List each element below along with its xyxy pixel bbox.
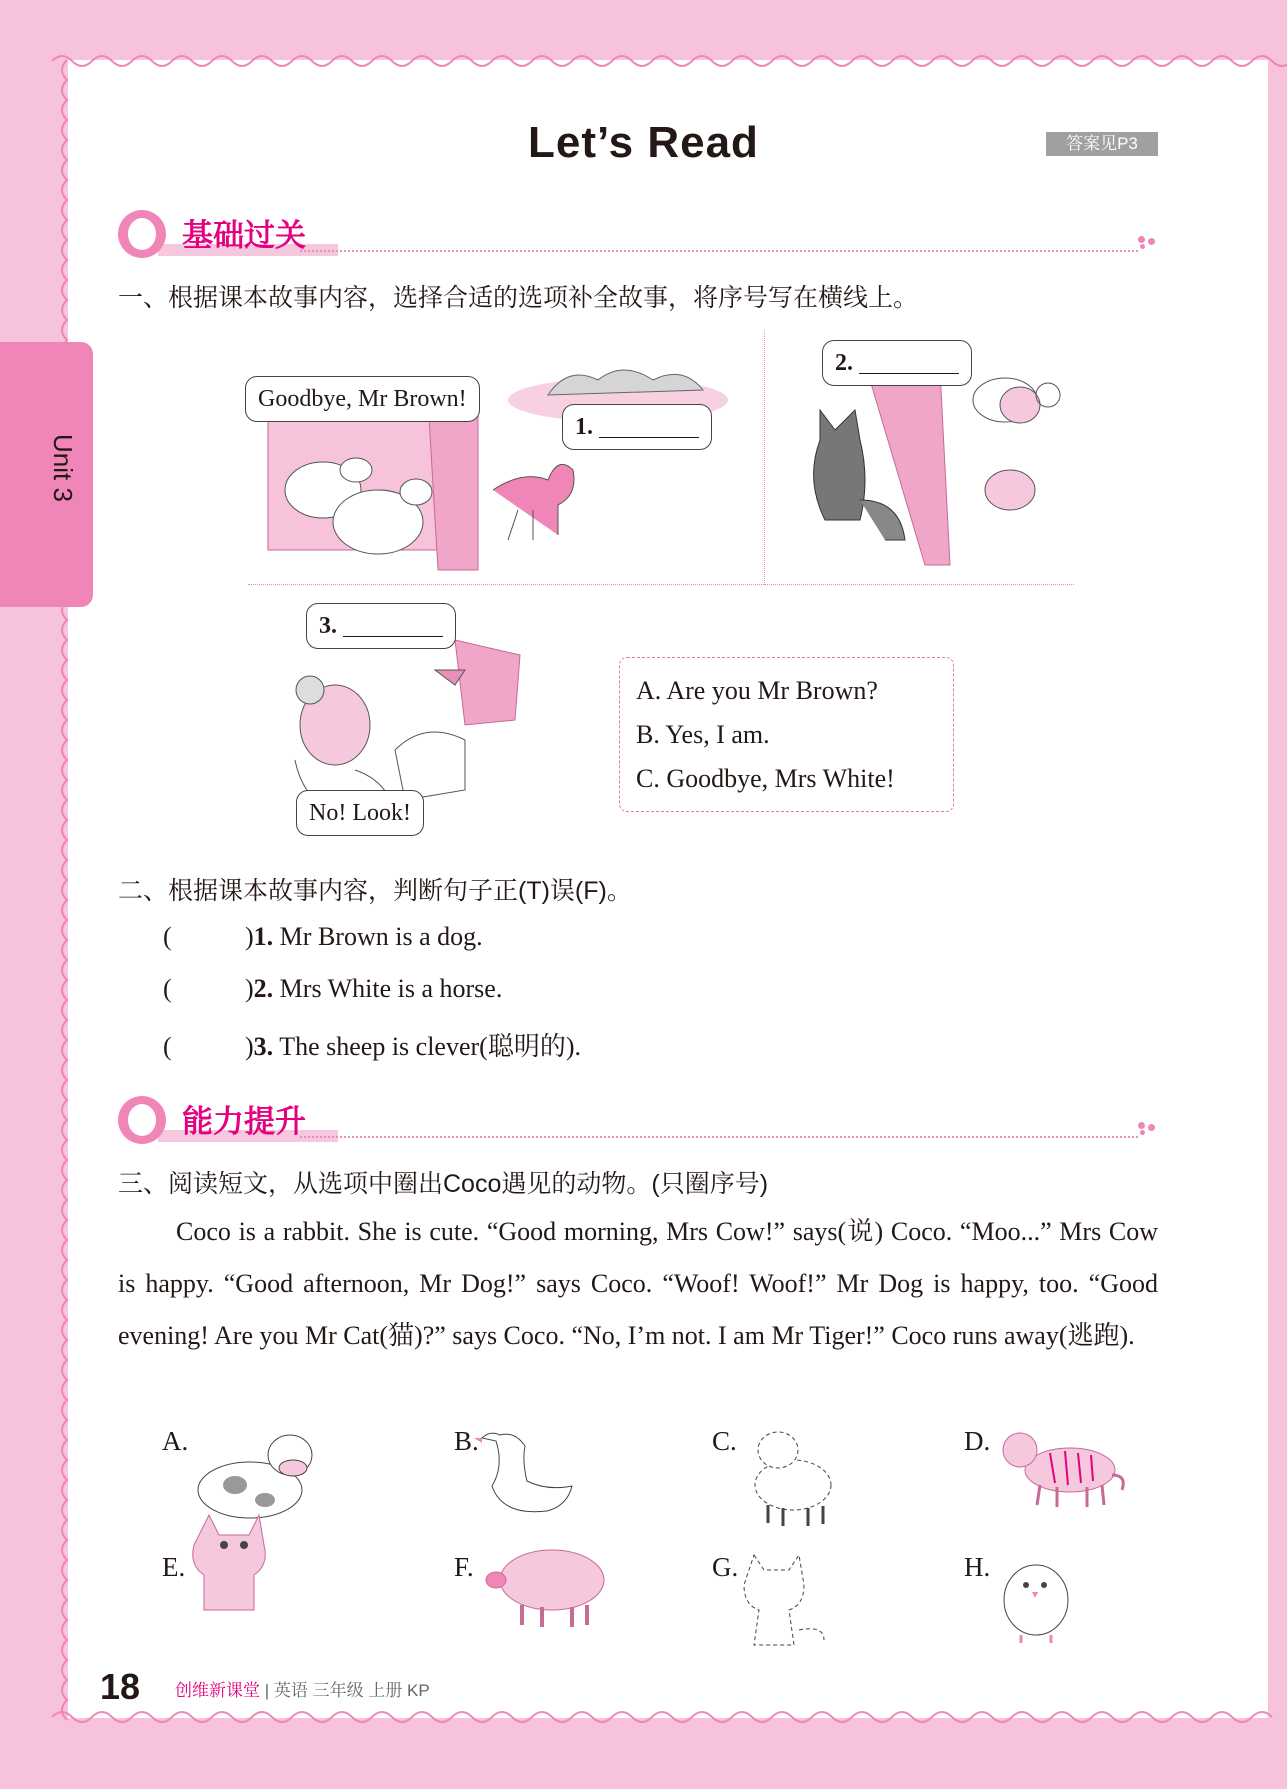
section-divider <box>300 1136 1138 1138</box>
section-divider <box>300 250 1138 252</box>
tf-item-1[interactable]: ( )1. Mr Brown is a dog. <box>163 922 483 951</box>
option-label-f[interactable]: F. <box>454 1552 474 1582</box>
bubble-text: Goodbye, Mr Brown! <box>258 386 467 412</box>
item-number: 1. <box>253 922 274 951</box>
item-text: Mrs White is a horse. <box>273 974 503 1003</box>
blank-number: 1. <box>575 414 593 440</box>
item-number: 3. <box>253 1032 274 1061</box>
paren-open: ( <box>163 974 172 1003</box>
cat-icon <box>194 1510 284 1615</box>
speech-bubble-look <box>296 790 424 836</box>
blank-number: 3. <box>319 613 337 639</box>
section-heading-text: 能力提升 <box>182 1104 306 1139</box>
answer-paren[interactable] <box>163 922 245 952</box>
pig-icon <box>482 1545 612 1630</box>
unit-tab-label: Unit 3 <box>48 434 78 502</box>
answer-reference-badge: 答案见P3 <box>1046 132 1158 156</box>
blank-number: 2. <box>835 350 853 376</box>
top-wave-border <box>52 50 1287 72</box>
goose-icon <box>480 1425 580 1525</box>
divider-dots <box>1138 236 1160 248</box>
speech-bubble-blank-2[interactable] <box>822 340 972 386</box>
option-c: C. Goodbye, Mrs White! <box>636 764 895 793</box>
left-wave-border <box>56 60 78 1710</box>
reading-passage: Coco is a rabbit. She is cute. “Good morning, Mrs Cow!” says(说) Coco. “Moo...” Mrs Cow is happy. “Good afternoon, Mr Dog!” says Coco. “Woof! Woof!” Mr Dog is happy, too. “Good evening! Are you Mr Cat(猫)?” says Coco. “No, I’m not. I am Mr Tiger!” Coco runs away(逃跑). <box>118 1217 1158 1350</box>
page-title: Let’s Read <box>528 118 759 167</box>
answer-blank-2[interactable] <box>859 345 959 374</box>
footer-brand: 创维新课堂 <box>175 1681 260 1700</box>
panel-divider-vertical <box>764 330 765 585</box>
section-heading-basic <box>118 206 518 262</box>
section-heading-advanced <box>118 1092 518 1148</box>
chick-icon <box>996 1550 1076 1645</box>
boy-mascot-icon <box>118 1096 166 1144</box>
speech-bubble-blank-3[interactable] <box>306 603 456 649</box>
options-box <box>619 657 954 812</box>
option-label-d[interactable]: D. <box>964 1426 991 1456</box>
item-number: 2. <box>253 974 274 1003</box>
section-heading-text: 基础过关 <box>182 218 306 253</box>
question-3-instruction: 三、阅读短文，从选项中圈出Coco遇见的动物。(只圈序号) <box>118 1170 769 1198</box>
option-label-e[interactable]: E. <box>162 1552 186 1582</box>
option-label-b[interactable]: B. <box>454 1426 479 1456</box>
speech-bubble-goodbye <box>245 376 480 422</box>
panel-divider-horizontal <box>248 584 1074 585</box>
answer-blank-3[interactable] <box>343 608 443 637</box>
option-label-h[interactable]: H. <box>964 1552 991 1582</box>
tf-item-3[interactable]: ( )3. The sheep is clever(聪明的). <box>163 1032 581 1061</box>
footer-info <box>175 1676 430 1701</box>
tf-item-2[interactable]: ( )2. Mrs White is a horse. <box>163 974 503 1003</box>
item-text: Mr Brown is a dog. <box>273 922 483 951</box>
sheep-icon <box>738 1425 838 1530</box>
paren-open: ( <box>163 1032 172 1061</box>
option-b: B. Yes, I am. <box>636 720 770 749</box>
page-number: 18 <box>100 1666 141 1707</box>
option-a: A. Are you Mr Brown? <box>636 676 878 705</box>
item-text: The sheep is clever(聪明的). <box>273 1032 581 1061</box>
option-label-c[interactable]: C. <box>712 1426 737 1456</box>
dog-icon <box>744 1550 834 1650</box>
paren-open: ( <box>163 922 172 951</box>
bubble-text: No! Look! <box>309 800 411 826</box>
divider-dots <box>1138 1122 1160 1134</box>
option-label-g[interactable]: G. <box>712 1552 739 1582</box>
speech-bubble-blank-1[interactable] <box>562 404 712 450</box>
answer-blank-1[interactable] <box>599 409 699 438</box>
story-picture-1 <box>248 340 768 572</box>
unit-tab[interactable] <box>0 342 93 607</box>
tiger-icon <box>1000 1425 1130 1510</box>
boy-mascot-icon <box>118 210 166 258</box>
bottom-wave-border <box>52 1706 1287 1728</box>
answer-paren[interactable] <box>163 1032 245 1062</box>
question-1-instruction: 一、根据课本故事内容，选择合适的选项补全故事，将序号写在横线上。 <box>118 284 919 312</box>
option-label-a[interactable]: A. <box>162 1426 189 1456</box>
footer-book-info: | 英语 三年级 上册 KP <box>264 1681 430 1700</box>
answer-paren[interactable] <box>163 974 245 1004</box>
question-2-instruction: 二、根据课本故事内容，判断句子正(T)误(F)。 <box>118 877 632 905</box>
